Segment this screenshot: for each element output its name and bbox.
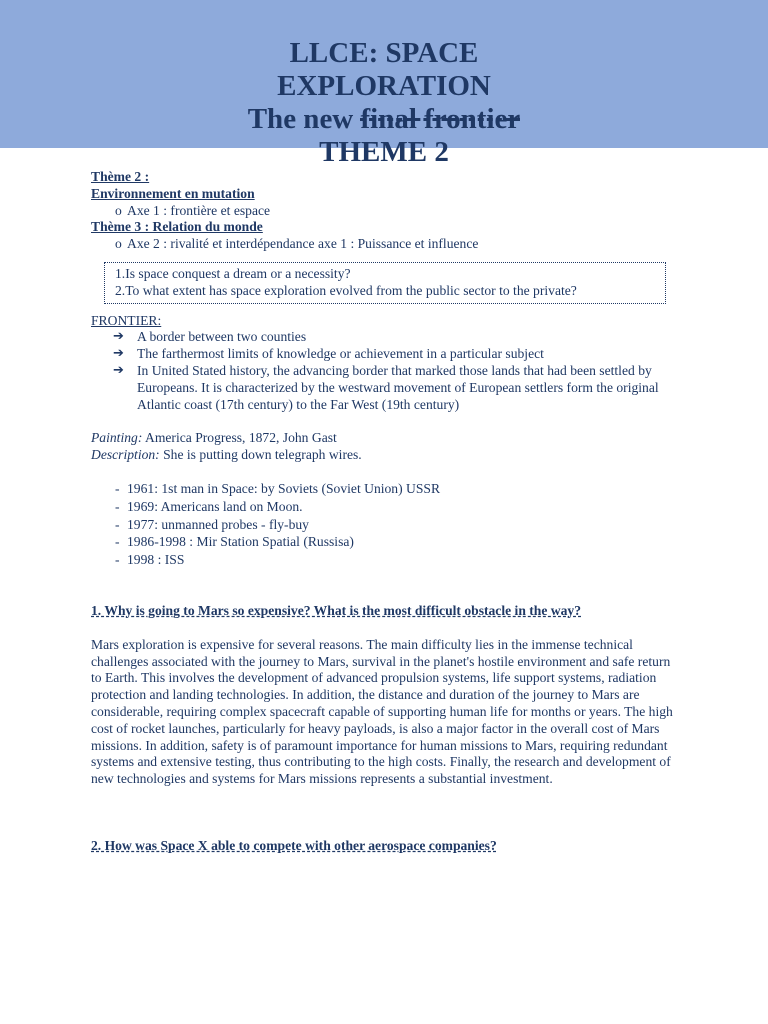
list-item: - 1998 : ISS: [115, 552, 185, 568]
theme2-label: Thème 2 :: [91, 169, 150, 184]
question-1-answer: Mars exploration is expensive for several reasons. The main difficulty lies in the immense technical challenges associated with the journey to Mars, survival in the planet's hostile environment and safe return to Earth. This involves the development of advanced propulsion systems, life support systems, radiation protection and landing technologies. In addition, the distance and duration of the journey to Mars are considerable, requiring complex spacecraft capable of supporting human life for months or years. The high cost of rocket launches, particularly for heavy payloads, is also a major factor in the overall cost of Mars missions. In addition, safety is of paramount importance for human missions to Mars, requiring redundant systems and extensive testing, thus contributing to the high costs. Finally, the research and development of new technologies and systems for Mars missions represents a substantial investment.: [91, 636, 673, 787]
bullet-icon: o: [115, 236, 122, 252]
list-item: ➔ In United Stated history, the advancing border that marked those lands that had been settled by Europeans. It is characterized by the westward movement of European settlers form the original Atlantic coast (17th century) to the Far West (19th century): [113, 362, 659, 412]
arrow-right-icon: ➔: [113, 329, 124, 345]
document-title: [0, 37, 768, 169]
title-line-1: LLCE: SPACE: [289, 37, 479, 69]
question-2-heading: 2. How was Space X able to compete with other aerospace companies?: [91, 837, 497, 853]
theme3-title: Thème 3 : Relation du monde: [91, 219, 263, 235]
theme3-axe: o Axe 2 : rivalité et interdépendance axe 1 : Puissance et influence: [115, 236, 479, 252]
title-line-4: THEME 2: [319, 136, 449, 168]
list-item: - 1986-1998 : Mir Station Spatial (Russisa): [115, 534, 354, 550]
bullet-icon: o: [115, 202, 122, 218]
theme2-axe: o Axe 1 : frontière et espace: [115, 202, 271, 218]
arrow-right-icon: ➔: [113, 362, 124, 378]
document-body: [91, 169, 676, 855]
frontier-list: [91, 329, 676, 413]
list-item: ➔ The farthermost limits of knowledge or achievement in a particular subject: [113, 346, 544, 362]
painting-line: Painting: America Progress, 1872, John Gast: [91, 430, 337, 446]
list-item: - 1977: unmanned probes - fly-buy: [115, 516, 309, 532]
question-1: 1.Is space conquest a dream or a necessity?: [115, 265, 351, 281]
question-2: 2.To what extent has space exploration evolved from the public sector to the private?: [115, 282, 577, 298]
timeline-list: [91, 481, 676, 570]
theme2-title: Environnement en mutation: [91, 185, 255, 201]
list-item: - 1969: Americans land on Moon.: [115, 498, 303, 514]
arrow-right-icon: ➔: [113, 346, 124, 362]
list-item: ➔ A border between two counties: [113, 329, 307, 345]
description-line: Description: She is putting down telegraph wires.: [91, 447, 362, 463]
questions-box: [104, 262, 666, 304]
frontier-title: FRONTIER:: [91, 312, 162, 328]
title-line-2: EXPLORATION: [277, 70, 491, 102]
title-line-3: The new final frontier: [247, 103, 521, 135]
list-item: - 1961: 1st man in Space: by Soviets (Soviet Union) USSR: [115, 480, 441, 496]
question-1-heading: 1. Why is going to Mars so expensive? What is the most difficult obstacle in the way?: [91, 602, 582, 618]
